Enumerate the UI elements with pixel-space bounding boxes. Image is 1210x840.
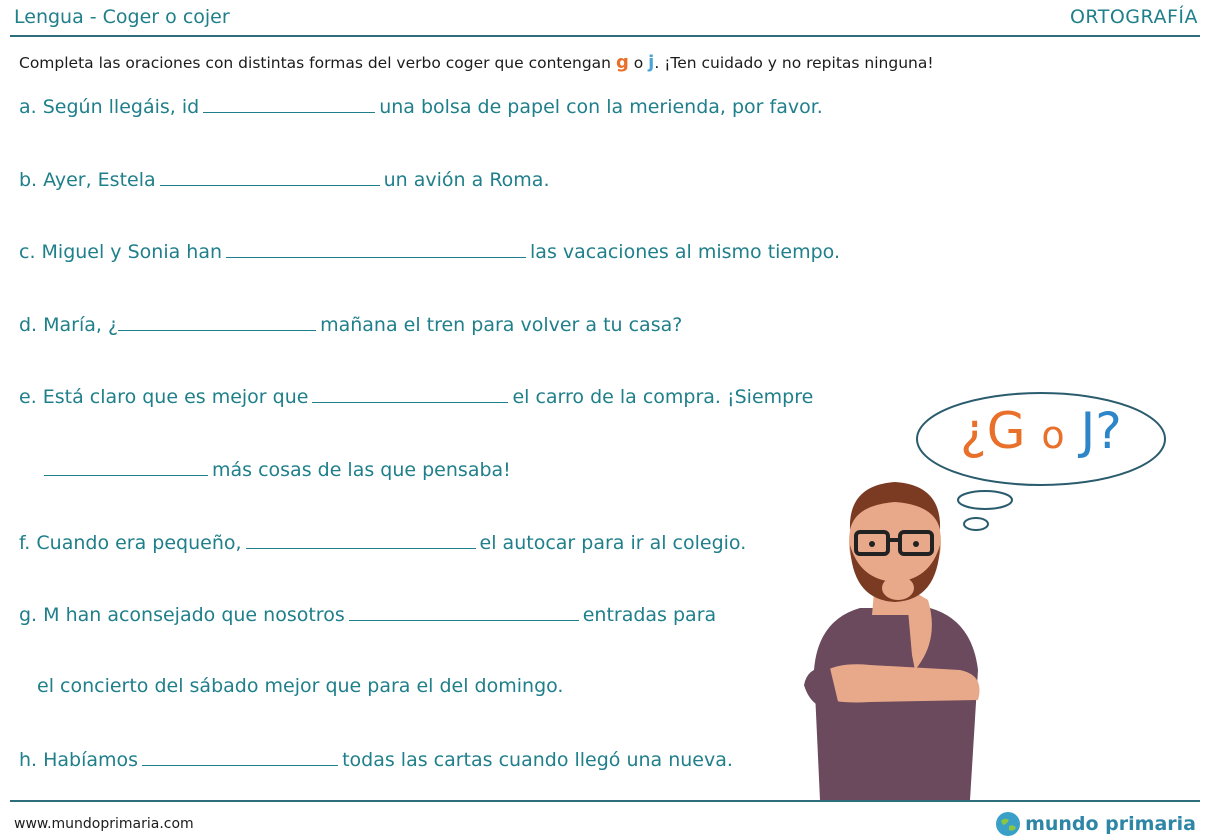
blank-g[interactable] <box>349 602 579 621</box>
footer-divider <box>10 800 1200 802</box>
letter-g: g <box>615 52 629 73</box>
sentence-f-after: el autocar para ir al colegio. <box>479 532 747 554</box>
sentence-f-before: f. Cuando era pequeño, <box>19 532 242 554</box>
sentence-b-after: un avión a Roma. <box>383 169 550 191</box>
instructions-after: . ¡Ten cuidado y no repitas ninguna! <box>654 54 934 72</box>
blank-a[interactable] <box>203 94 375 113</box>
sentence-d-after: mañana el tren para volver a tu casa? <box>320 314 683 336</box>
instructions-middle: o <box>628 54 649 72</box>
letter-j: j <box>648 52 655 73</box>
sentence-c-before: c. Miguel y Sonia han <box>19 241 223 263</box>
sentence-c-after: las vacaciones al mismo tiempo. <box>530 241 841 263</box>
footer-url[interactable]: www.mundoprimaria.com <box>14 816 194 832</box>
sentence-a <box>19 94 823 118</box>
instructions <box>19 52 934 73</box>
sentence-g2-text: el concierto del sábado mejor que para el del domingo. <box>37 675 564 697</box>
header-divider <box>10 35 1200 37</box>
globe-icon <box>995 811 1021 837</box>
blank-c[interactable] <box>226 239 526 258</box>
bubble-g: ¿G <box>960 402 1026 460</box>
sentence-e2-after: más cosas de las que pensaba! <box>212 459 511 481</box>
sentence-b-before: b. Ayer, Estela <box>19 169 156 191</box>
blank-d[interactable] <box>118 312 316 331</box>
sentence-c <box>19 239 840 263</box>
sentence-e-after: el carro de la compra. ¡Siempre <box>512 386 814 408</box>
bubble-j: J? <box>1080 402 1122 460</box>
sentence-e-continued <box>40 457 511 481</box>
footer-brand[interactable] <box>995 811 1196 837</box>
blank-e2[interactable] <box>44 457 208 476</box>
sentence-h-after: todas las cartas cuando llegó una nueva. <box>342 749 733 771</box>
blank-e[interactable] <box>312 384 508 403</box>
sentence-d-before: d. María, ¿ <box>19 314 119 336</box>
sentence-g-before: g. M han aconsejado que nosotros <box>19 604 345 626</box>
sentence-a-after: una bolsa de papel con la merienda, por favor. <box>379 96 823 118</box>
sentence-h-before: h. Habíamos <box>19 749 139 771</box>
worksheet-title: Lengua - Coger o cojer <box>14 6 230 28</box>
blank-h[interactable] <box>142 747 338 766</box>
sentence-b <box>19 167 549 191</box>
sentence-e <box>19 384 813 408</box>
blank-f[interactable] <box>246 530 476 549</box>
bubble-o: o <box>1041 413 1065 457</box>
sentence-g-after: entradas para <box>582 604 717 626</box>
sentence-a-before: a. Según llegáis, id <box>19 96 200 118</box>
sentence-f <box>19 530 746 554</box>
sentence-g-continued <box>37 675 563 697</box>
worksheet-category: ORTOGRAFÍA <box>1069 6 1198 28</box>
bubble-text <box>915 402 1167 460</box>
page-header <box>0 0 1210 36</box>
blank-b[interactable] <box>160 167 380 186</box>
sentence-d <box>19 312 682 336</box>
footer-brand-name: mundo primaria <box>1025 813 1196 835</box>
sentence-h <box>19 747 733 771</box>
thinking-man-illustration <box>800 470 990 800</box>
instructions-before: Completa las oraciones con distintas formas del verbo coger que contengan <box>19 54 616 72</box>
sentence-g <box>19 602 716 626</box>
sentence-e-before: e. Está claro que es mejor que <box>19 386 309 408</box>
